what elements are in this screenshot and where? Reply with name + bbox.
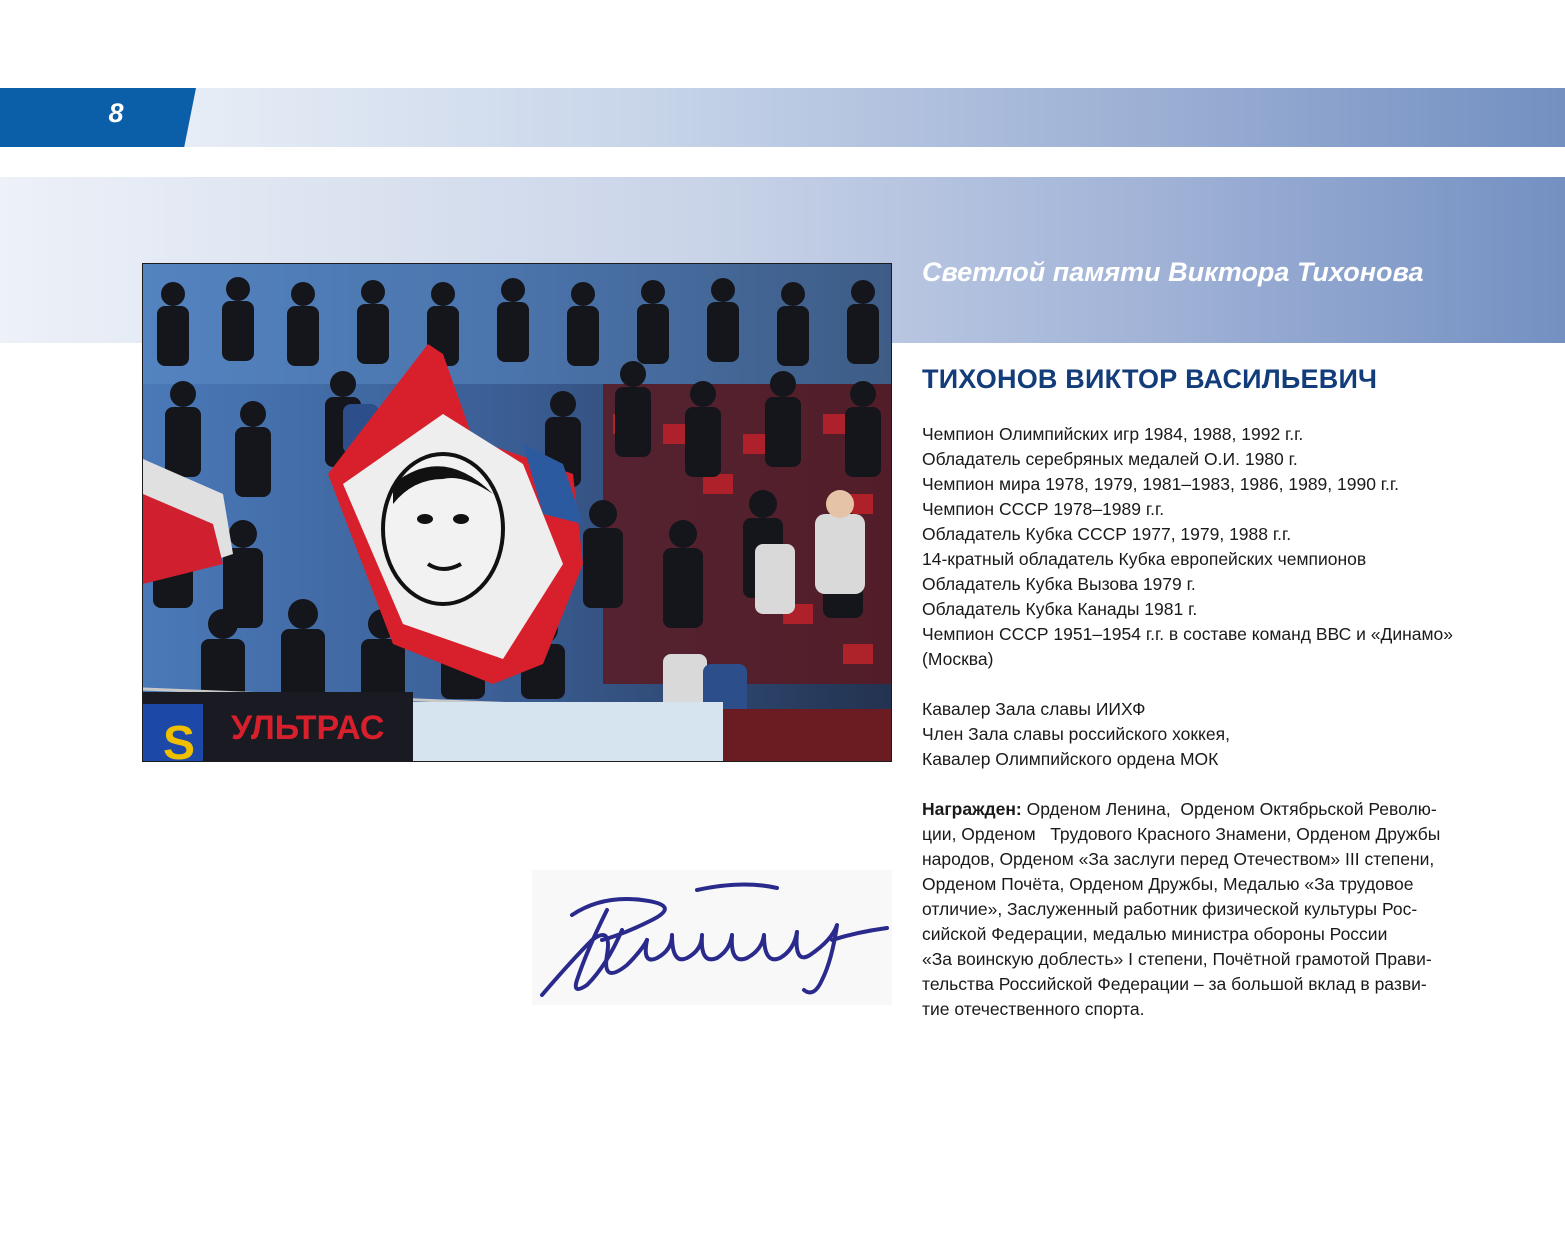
fans-photo: [142, 263, 892, 762]
achievement-item: Обладатель серебряных медалей О.И. 1980 г.: [922, 449, 1298, 469]
awards-line: тельства Российской Федерации – за большой вклад в разви-: [922, 974, 1427, 994]
paragraph-gap: [922, 672, 1482, 697]
page-number: 8: [108, 98, 124, 128]
awards-line: Орденом Почёта, Орденом Дружбы, Медалью «За трудовое: [922, 874, 1414, 894]
achievement-item: Чемпион Олимпийских игр 1984, 1988, 1992 г.г.: [922, 424, 1304, 444]
biography: [922, 422, 1482, 1022]
awards-line: народов, Орденом «За заслуги перед Отечеством» III степени,: [922, 849, 1435, 869]
signature-drawing: [532, 870, 892, 1005]
section-title: Светлой памяти Виктора Тихонова: [922, 257, 1424, 287]
honor-item: Член Зала славы российского хоккея,: [922, 724, 1230, 744]
paragraph-gap: [922, 772, 1482, 797]
achievement-item: Обладатель Кубка Вызова 1979 г.: [922, 574, 1196, 594]
banner-text: УЛЬТРАС: [231, 709, 385, 747]
achievement-item: Чемпион СССР 1951–1954 г.г. в составе команд ВВС и «Динамо»: [922, 624, 1453, 644]
achievement-item: Чемпион СССР 1978–1989 г.г.: [922, 499, 1165, 519]
awards-line: тие отечественного спорта.: [922, 999, 1145, 1019]
achievement-item: (Москва): [922, 649, 994, 669]
awards-line: «За воинскую доблесть» I степени, Почётной грамотой Прави-: [922, 949, 1432, 969]
honor-item: Кавалер Олимпийского ордена МОК: [922, 749, 1219, 769]
awards-text: Орденом Ленина, Орденом Октябрьской Револю-: [1021, 799, 1437, 819]
achievement-item: Обладатель Кубка Канады 1981 г.: [922, 599, 1198, 619]
fans-photo-illustration: [143, 264, 891, 761]
person-name: ТИХОНОВ ВИКТОР ВАСИЛЬЕВИЧ: [922, 364, 1378, 394]
achievement-item: Обладатель Кубка СССР 1977, 1979, 1988 г.г.: [922, 524, 1292, 544]
honor-item: Кавалер Зала славы ИИХФ: [922, 699, 1146, 719]
handwritten-signature: [532, 870, 892, 1005]
achievement-item: Чемпион мира 1978, 1979, 1981–1983, 1986, 1989, 1990 г.г.: [922, 474, 1400, 494]
top-gradient-band: [0, 88, 1565, 147]
svg-text:S: S: [163, 717, 196, 761]
awards-line: отличие», Заслуженный работник физической культуры Рос-: [922, 899, 1418, 919]
awards-label: Награжден:: [922, 799, 1022, 819]
awards-line: сийской Федерации, медалью министра обороны России: [922, 924, 1388, 944]
awards-first-line: [922, 797, 1482, 822]
awards-line: ции, Орденом Трудового Красного Знамени, Орденом Дружбы: [922, 824, 1441, 844]
achievement-item: 14-кратный обладатель Кубка европейских чемпионов: [922, 549, 1367, 569]
